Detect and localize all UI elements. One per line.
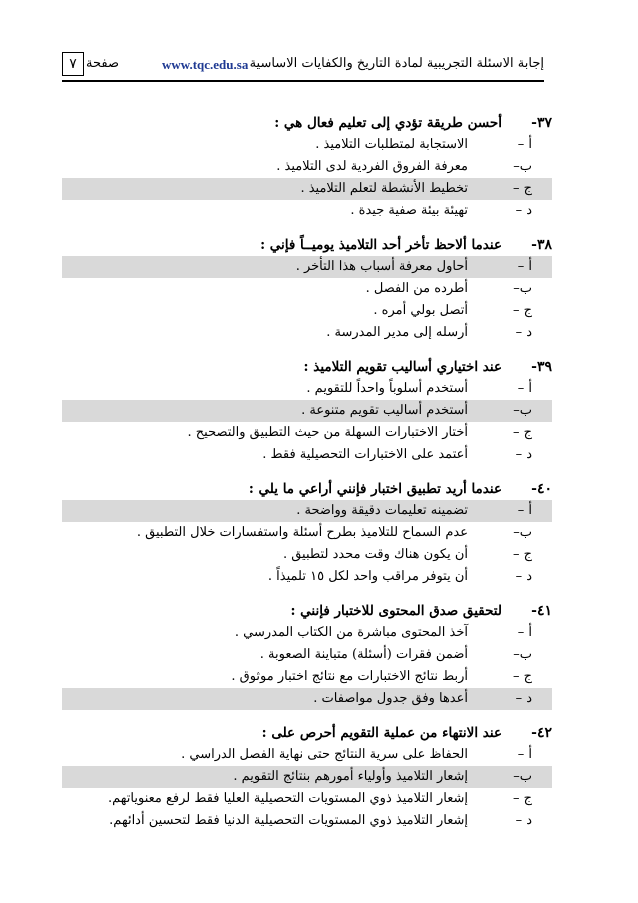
answer-option — [62, 544, 552, 566]
option-letter: ب– — [513, 403, 532, 418]
question-block — [62, 112, 552, 222]
option-text: الحفاظ على سرية النتائج حتى نهاية الفصل الدراسي . — [181, 747, 468, 762]
question-header — [62, 600, 552, 622]
option-letter: ب– — [513, 159, 532, 174]
option-letter: ب– — [513, 281, 532, 296]
question-block — [62, 722, 552, 832]
option-text: أن يتوفر مراقب واحد لكل ١٥ تلميذاً . — [267, 569, 468, 584]
option-text: أستخدم أسلوباً واحداً للتقويم . — [306, 381, 468, 396]
answer-option — [62, 666, 552, 688]
option-text: أن يكون هناك وقت محدد لتطبيق . — [282, 547, 468, 562]
option-letter: د – — [515, 203, 532, 218]
answer-option-correct — [62, 766, 552, 788]
option-letter: ب– — [513, 647, 532, 662]
question-text: أحسن طريقة تؤدي إلى تعليم فعال هي : — [274, 115, 502, 131]
option-letter: ج – — [512, 791, 532, 806]
question-header — [62, 234, 552, 256]
option-text: أتصل بولي أمره . — [373, 303, 468, 318]
answer-option-correct — [62, 256, 552, 278]
option-text: إشعار التلاميذ وأولياء أمورهم بنتائج التقويم . — [233, 769, 468, 784]
answer-option — [62, 622, 552, 644]
question-number: ٤١- — [531, 603, 552, 619]
answer-option — [62, 444, 552, 466]
option-letter: ج – — [512, 425, 532, 440]
option-letter: ج – — [512, 303, 532, 318]
questions-list — [62, 112, 552, 844]
answer-option — [62, 378, 552, 400]
option-letter: د – — [515, 447, 532, 462]
option-letter: أ – — [517, 747, 532, 762]
question-block — [62, 356, 552, 466]
answer-option-correct — [62, 688, 552, 710]
question-header — [62, 112, 552, 134]
option-letter: د – — [515, 691, 532, 706]
question-block — [62, 478, 552, 588]
question-text: عندما ألاحظ تأخر أحد التلاميذ يوميــاً فإني : — [260, 237, 502, 253]
option-text: أستخدم أساليب تقويم متنوعة . — [301, 403, 468, 418]
question-number: ٤٠- — [531, 481, 552, 497]
answer-option — [62, 566, 552, 588]
option-letter: أ – — [517, 381, 532, 396]
option-text: إشعار التلاميذ ذوي المستويات التحصيلية الدنيا فقط لتحسين أدائهم. — [109, 813, 468, 828]
question-header — [62, 478, 552, 500]
option-letter: د – — [515, 325, 532, 340]
question-text: عند الانتهاء من عملية التقويم أحرص على : — [261, 725, 502, 741]
header-title: إجابة الاسئلة التجريبية لمادة التاريخ والكفايات الاساسية — [249, 56, 544, 71]
header-website: www.tqc.edu.sa — [162, 57, 249, 72]
option-text: أحاول معرفة أسباب هذا التأخر . — [295, 259, 468, 274]
option-letter: ج – — [512, 669, 532, 684]
answer-option — [62, 522, 552, 544]
question-header — [62, 356, 552, 378]
answer-option-correct — [62, 178, 552, 200]
question-block — [62, 600, 552, 710]
answer-option — [62, 322, 552, 344]
answer-option — [62, 300, 552, 322]
option-letter: د – — [515, 813, 532, 828]
page-label: صفحة — [86, 56, 119, 71]
page-header — [62, 52, 544, 80]
option-letter: ج – — [512, 547, 532, 562]
option-text: إشعار التلاميذ ذوي المستويات التحصيلية العليا فقط لرفع معنوياتهم. — [108, 791, 468, 806]
option-text: أربط نتائج الاختبارات مع نتائج اختبار موثوق . — [231, 669, 468, 684]
answer-option — [62, 644, 552, 666]
answer-option-correct — [62, 400, 552, 422]
option-text: معرفة الفروق الفردية لدى التلاميذ . — [276, 159, 468, 174]
option-letter: أ – — [517, 137, 532, 152]
option-text: تهيئة بيئة صفية جيدة . — [350, 203, 468, 218]
option-text: آخذ المحتوى مباشرة من الكتاب المدرسي . — [234, 625, 468, 640]
option-letter: ب– — [513, 769, 532, 784]
option-letter: أ – — [517, 503, 532, 518]
answer-option — [62, 200, 552, 222]
answer-option — [62, 422, 552, 444]
header-divider — [62, 80, 544, 82]
question-number: ٣٩- — [531, 359, 552, 375]
question-number: ٣٧- — [531, 115, 552, 131]
option-letter: ب– — [513, 525, 532, 540]
question-number: ٣٨- — [531, 237, 552, 253]
answer-option — [62, 278, 552, 300]
answer-option — [62, 156, 552, 178]
question-text: عند اختياري أساليب تقويم التلاميذ : — [303, 359, 502, 375]
question-header — [62, 722, 552, 744]
option-text: الاستجابة لمتطلبات التلاميذ . — [315, 137, 468, 152]
option-text: أرسله إلى مدير المدرسة . — [326, 325, 468, 340]
answer-option — [62, 744, 552, 766]
answer-option — [62, 134, 552, 156]
option-letter: أ – — [517, 625, 532, 640]
option-text: أضمن فقرات (أسئلة) متباينة الصعوبة . — [259, 647, 468, 662]
answer-option-correct — [62, 500, 552, 522]
question-block — [62, 234, 552, 344]
question-number: ٤٢- — [531, 725, 552, 741]
page-number: ٧ — [62, 52, 84, 76]
option-text: أطرده من الفصل . — [365, 281, 468, 296]
answer-option — [62, 810, 552, 832]
option-text: تخطيط الأنشطة لتعلم التلاميذ . — [300, 181, 468, 196]
option-text: تضمينه تعليمات دقيقة وواضحة . — [296, 503, 468, 518]
option-text: عدم السماح للتلاميذ بطرح أسئلة واستفسارات خلال التطبيق . — [136, 525, 468, 540]
option-text: أعدها وفق جدول مواصفات . — [313, 691, 468, 706]
option-letter: ج – — [512, 181, 532, 196]
option-letter: د – — [515, 569, 532, 584]
option-text: أعتمد على الاختبارات التحصيلية فقط . — [262, 447, 468, 462]
question-text: لتحقيق صدق المحتوى للاختبار فإنني : — [290, 603, 502, 619]
option-text: أختار الاختبارات السهلة من حيث التطبيق والتصحيح . — [187, 425, 468, 440]
answer-option — [62, 788, 552, 810]
question-text: عندما أريد تطبيق اختبار فإنني أراعي ما يلي : — [248, 481, 502, 497]
option-letter: أ – — [517, 259, 532, 274]
